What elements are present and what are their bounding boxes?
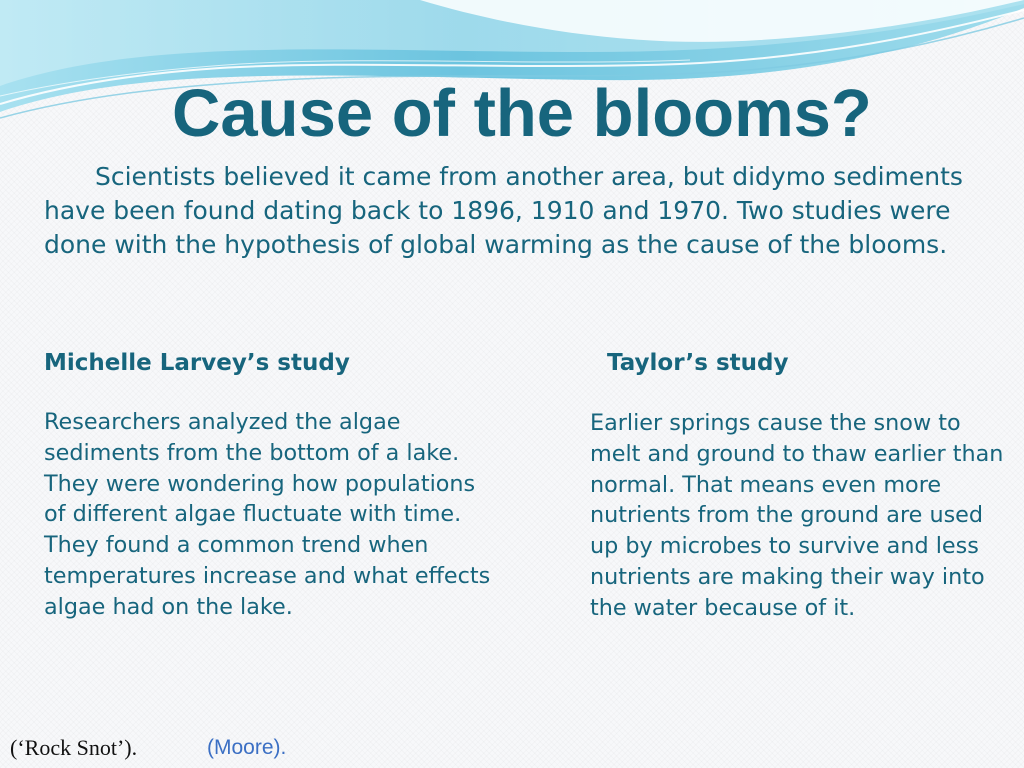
left-study-heading: Michelle Larvey’s study: [44, 350, 350, 376]
right-study-text: Earlier springs cause the snow to melt and ground to thaw earlier than normal. That means even more nutrients from the ground are used up by microbes to survive and less nutrients are making their way into the water because of it.: [590, 410, 1004, 621]
slide-title: Cause of the blooms?: [172, 76, 872, 151]
citation-rock-snot: (‘Rock Snot’).: [10, 735, 138, 760]
citation-moore-link[interactable]: (Moore).: [207, 736, 287, 759]
right-study-heading: Taylor’s study: [607, 350, 789, 376]
intro-paragraph: Scientists believed it came from another area, but didymo sediments have been found dating back to 1896, 1910 and 1970. Two studies were done with the hypothesis of global warming as the cause of the blooms.: [44, 162, 963, 259]
left-study-text: Researchers analyzed the algae sediments from the bottom of a lake. They were wondering how populations of different algae fluctuate with time. They found a common trend when temperatures increase and what effects algae had on the lake.: [44, 409, 491, 620]
